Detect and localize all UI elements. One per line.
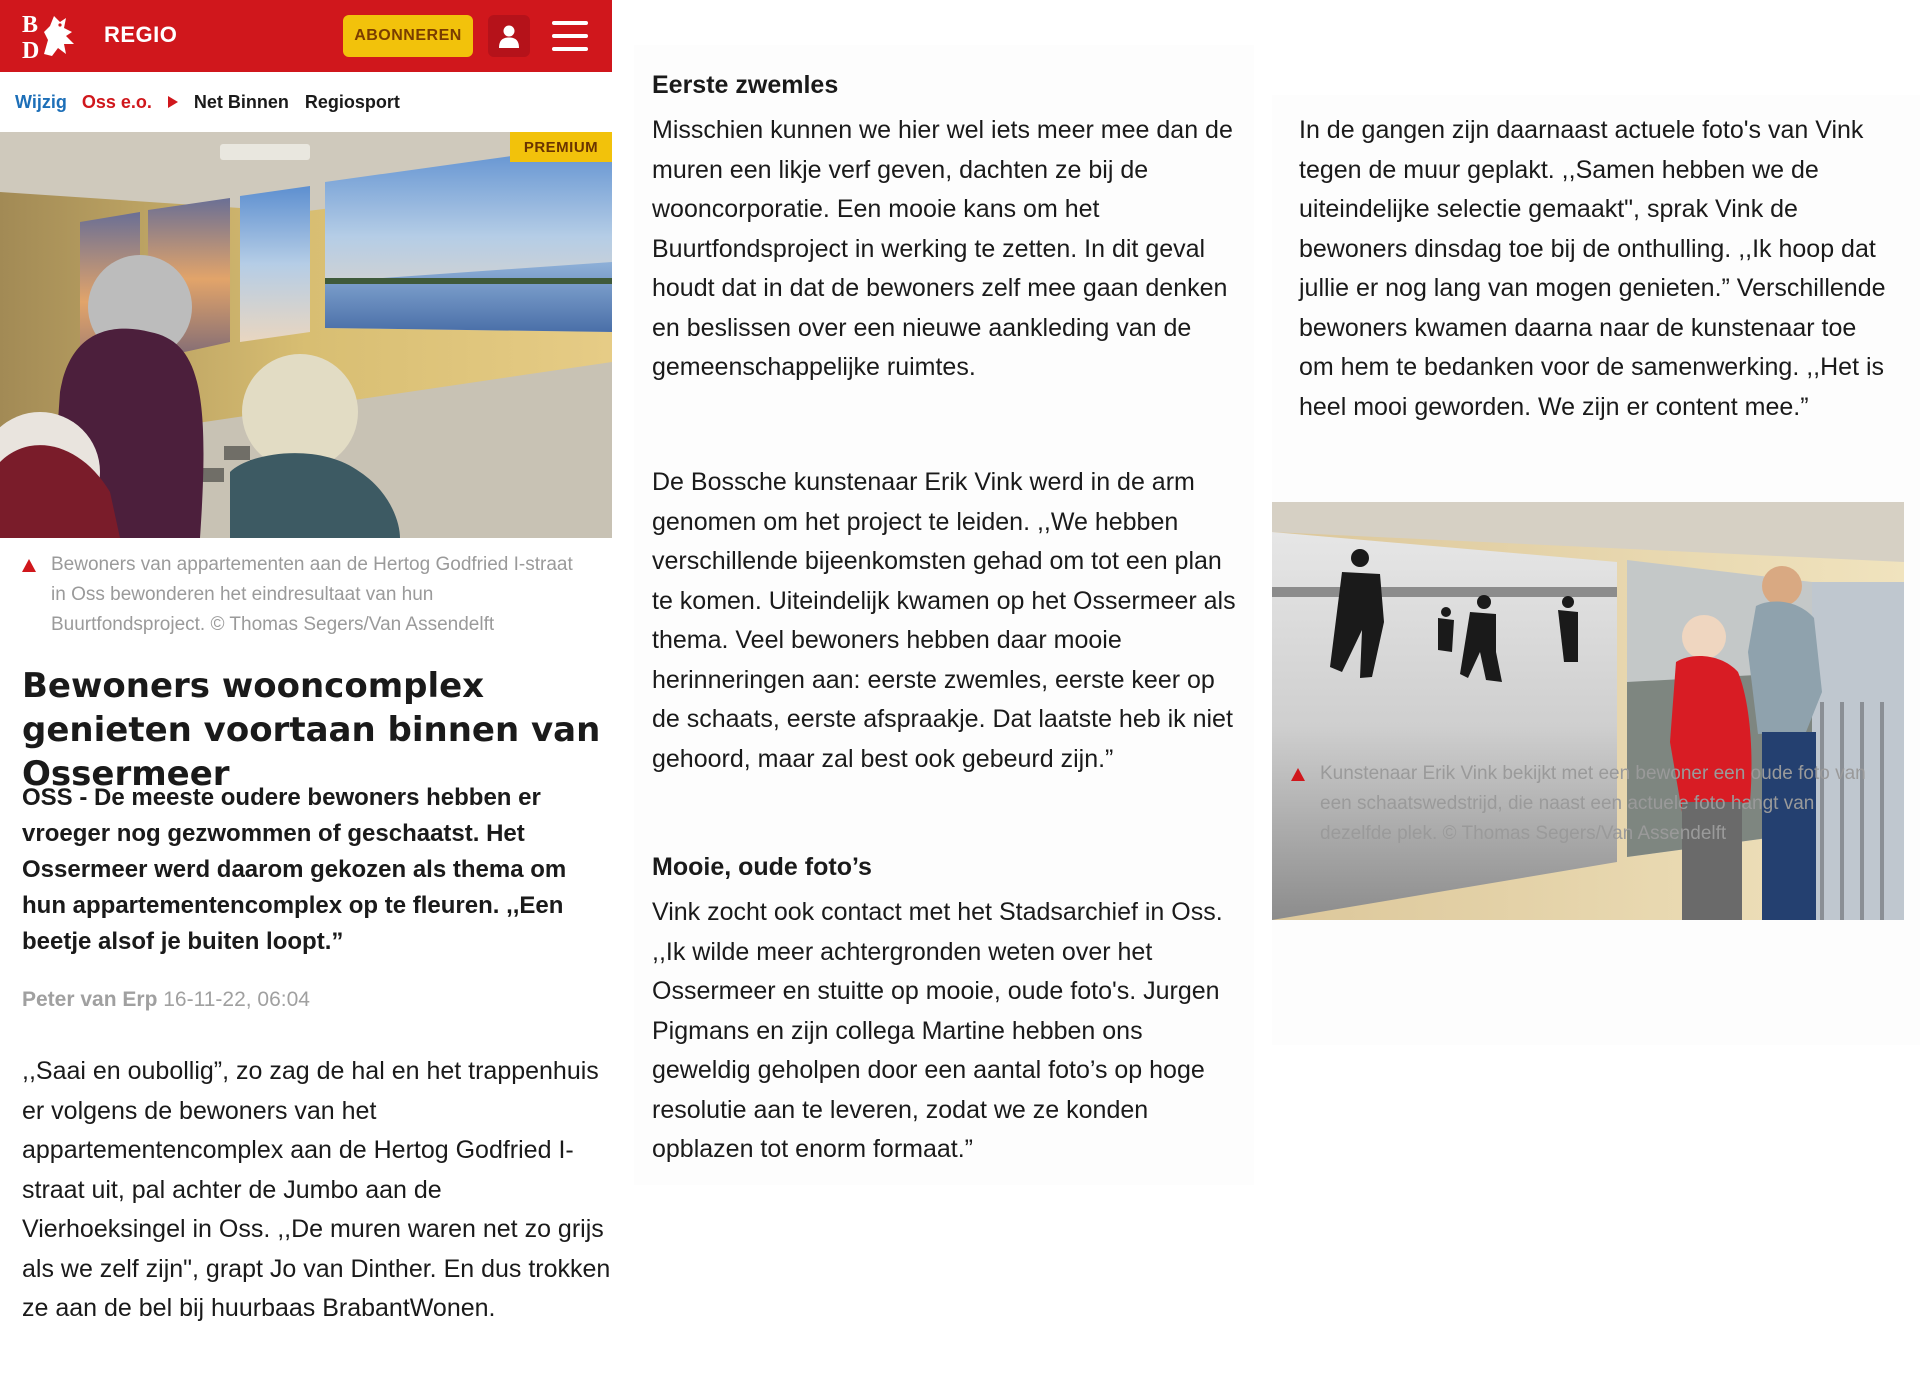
article-end-column <box>1272 95 1920 1045</box>
publish-date: 16-11-22, 06:04 <box>163 988 310 1011</box>
article-title: Bewoners wooncomplex genieten voortaan binnen van Ossermeer <box>22 666 601 794</box>
hero-caption-text: Bewoners van appartementen aan de Hertog Godfried I-straat in Oss bewonderen het eindresultaat van hun Buurtfondsproject. © Thomas Segers/Van Assendelft <box>51 554 573 635</box>
play-icon[interactable] <box>168 96 178 108</box>
subscribe-button[interactable]: ABONNEREN <box>343 15 473 57</box>
skating-caption-text: Kunstenaar Erik Vink bekijkt met een bewoner een oude foto van een schaatswedstrijd, die naast een actuele foto hangt van dezelfde plek. © Thomas Segers/Van Assendelft <box>1320 763 1866 844</box>
paragraph-erik-vink: De Bossche kunstenaar Erik Vink werd in de arm genomen om het project te leiden. ,,We hebben verschillende bijeenkomsten gehad om tot een plan te komen. Uiteindelijk kwamen op het Ossermeer als thema. Veel bewoners hebben daar mooie herinneringen aan: eerste zwemles, eerste keer op de schaats, eerste afspraakje. Dat laatste heb ik niet gehoord, maar zal best ook gebeurd zijn.” <box>652 468 1236 773</box>
account-button[interactable] <box>488 15 530 57</box>
top-navigation-bar <box>0 0 612 72</box>
skating-photo-caption <box>1291 759 1891 849</box>
svg-text:D: D <box>22 38 40 62</box>
nav-link-regiosport[interactable]: Regiosport <box>304 91 400 112</box>
svg-text:B: B <box>22 12 39 38</box>
breadcrumb <box>15 90 416 114</box>
edit-region-link[interactable]: Wijzig <box>15 91 67 112</box>
paragraph-wooncorporatie: Misschien kunnen we hier wel iets meer mee dan de muren een likje verf geven, dachten ze bij de wooncorporatie. Een mooie kans om het Buurtfondsproject in werking te zetten. In dit geval houdt dat in dat de bewoners zelf mee gaan denken en beslissen over een nieuwe aankleding van de gemeenschappelijke ruimtes. <box>652 116 1233 381</box>
paragraph-onthulling: In de gangen zijn daarnaast actuele foto's van Vink tegen de muur geplakt. ,,Samen hebben we de uiteindelijke selectie gemaakt", sprak Vink de bewoners dinsdag toe bij de onthulling. ,,Ik hoop dat jullie er nog lang van mogen genieten.” Verschillende bewoners kwamen daarna naar de kunstenaar toe om hem te bedanken voor de samenwerking. ,,Het is heel mooi geworden. We zijn er content mee.” <box>1299 116 1886 421</box>
article-body-intro <box>22 1052 612 1329</box>
hamburger-menu-icon[interactable] <box>550 16 590 56</box>
article-continuation-column <box>634 45 1254 1185</box>
skating-photo[interactable] <box>1272 502 1904 920</box>
subhead-eerste-zwemles: Eerste zwemles <box>652 71 839 99</box>
paragraph-stadsarchief: Vink zocht ook contact met het Stadsarchief in Oss. ,,Ik wilde meer achtergronden weten over het Ossermeer en stuitte op mooie, oude foto's. Jurgen Pigmans en zijn collega Martine hebben ons geweldig geholpen door een aantal foto’s op hoge resolutie aan te leveren, zodat we ze konden opblazen tot enorm formaat.” <box>652 898 1223 1163</box>
user-icon <box>498 24 520 48</box>
section-label[interactable]: REGIO <box>104 22 178 47</box>
body-paragraph: ,,Saai en oubollig”, zo zag de hal en het trappenhuis er volgens de bewoners van het appartementencomplex aan de Hertog Godfried I-straat uit, pal achter de Jumbo aan de Vierhoeksingel in Oss. ,,De muren waren net zo grijs als we zelf zijn", grapt Jo van Dinther. En dus trokken ze aan de bel bij huurbaas BrabantWonen. <box>22 1057 611 1322</box>
byline <box>22 988 310 1012</box>
caption-marker-icon <box>22 559 36 572</box>
author-link[interactable]: Peter van Erp <box>22 988 158 1011</box>
bd-logo[interactable] <box>20 10 84 62</box>
caption-marker-icon <box>1291 768 1305 781</box>
subhead-oude-fotos: Mooie, oude foto’s <box>652 853 872 881</box>
article-header-column <box>0 0 612 1385</box>
nav-link-net-binnen[interactable]: Net Binnen <box>193 91 289 112</box>
region-link[interactable]: Oss e.o. <box>81 91 152 112</box>
premium-badge: PREMIUM <box>510 132 612 162</box>
article-lead: OSS - De meeste oudere bewoners hebben er vroeger nog gezwommen of geschaatst. Het Ossermeer werd daarom gekozen als thema om hun appartementencomplex op te fleuren. ,,Een beetje alsof je buiten loopt.” <box>22 784 567 955</box>
hero-photo[interactable] <box>0 132 612 538</box>
hero-caption <box>22 550 582 640</box>
